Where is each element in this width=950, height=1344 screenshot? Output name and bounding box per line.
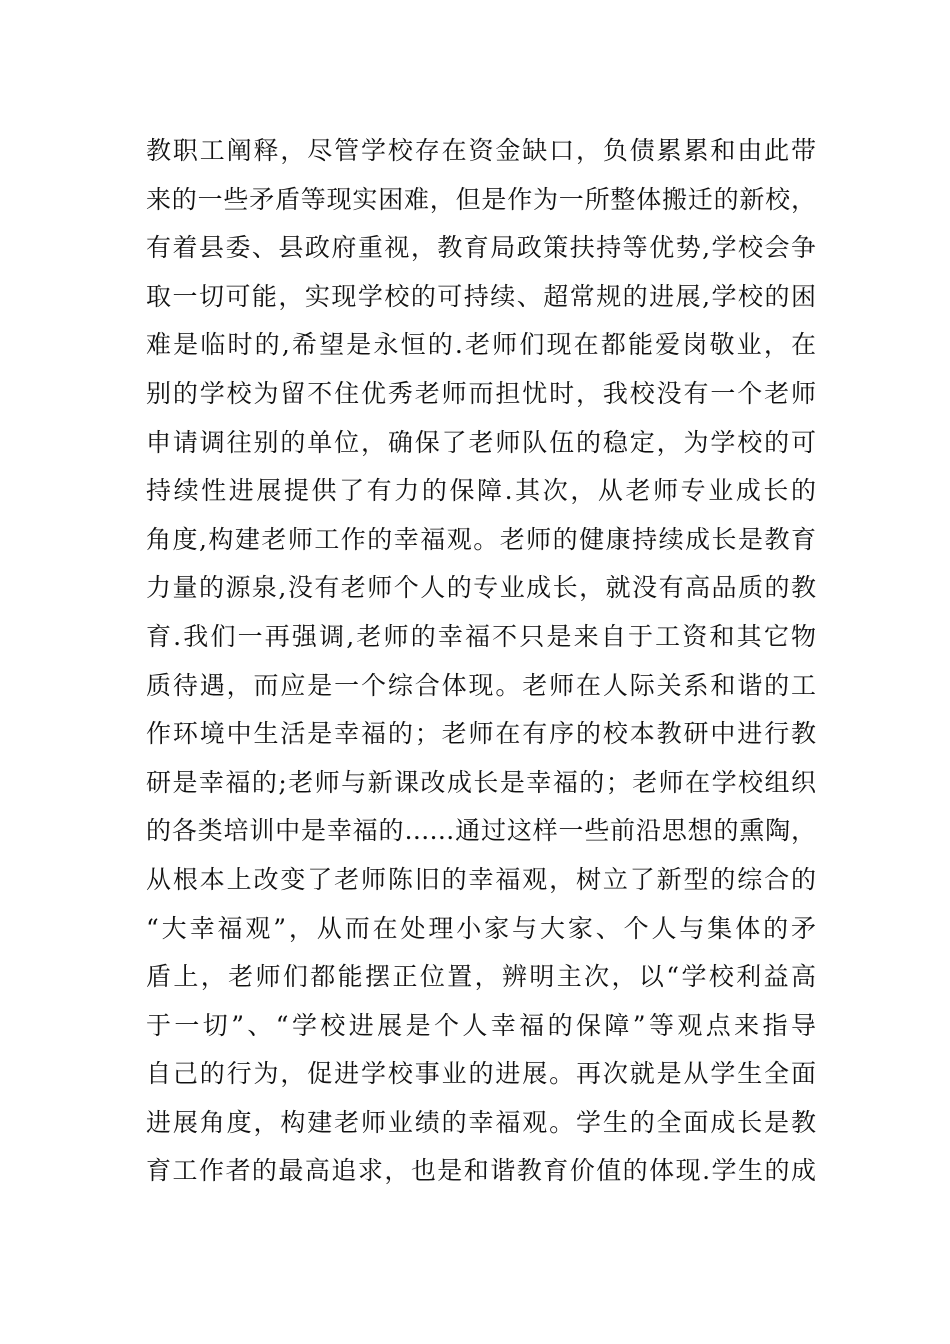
text-line: 持续性进展提供了有力的保障.其次，从老师专业成长的 <box>146 476 816 506</box>
text-line: 的各类培训中是幸福的……通过这样一些前沿思想的熏陶， <box>146 816 816 846</box>
text-line: 育工作者的最高追求，也是和谐教育价值的体现.学生的成 <box>146 1156 816 1186</box>
text-line: 申请调往别的单位，确保了老师队伍的稳定，为学校的可 <box>146 427 816 457</box>
text-line: 难是临时的,希望是永恒的.老师们现在都能爱岗敬业，在 <box>146 330 816 360</box>
text-line: 角度,构建老师工作的幸福观。老师的健康持续成长是教育 <box>146 524 816 554</box>
text-line: 研是幸福的;老师与新课改成长是幸福的；老师在学校组织 <box>146 767 816 797</box>
text-line: 自己的行为，促进学校事业的进展。再次就是从学生全面 <box>146 1059 816 1089</box>
text-line: 别的学校为留不住优秀老师而担忧时，我校没有一个老师 <box>146 378 816 408</box>
text-line: 盾上，老师们都能摆正位置，辨明主次，以“学校利益高 <box>146 962 816 992</box>
text-line: 教职工阐释，尽管学校存在资金缺口，负债累累和由此带 <box>146 136 816 165</box>
text-line: 质待遇，而应是一个综合体现。老师在人际关系和谐的工 <box>146 670 816 700</box>
body-text <box>146 127 816 1196</box>
text-line: 从根本上改变了老师陈旧的幸福观，树立了新型的综合的 <box>146 864 816 894</box>
text-line: 来的一些矛盾等现实困难，但是作为一所整体搬迁的新校， <box>146 184 816 214</box>
text-line: 力量的源泉,没有老师个人的专业成长，就没有高品质的教 <box>146 573 816 603</box>
text-line: 于一切”、“学校进展是个人幸福的保障”等观点来指导 <box>146 1010 816 1040</box>
text-line: 作环境中生活是幸福的；老师在有序的校本教研中进行教 <box>146 719 816 749</box>
text-line: 取一切可能，实现学校的可持续、超常规的进展,学校的困 <box>146 281 816 311</box>
text-line: 育.我们一再强调,老师的幸福不只是来自于工资和其它物 <box>146 621 816 651</box>
text-line: 进展角度，构建老师业绩的幸福观。学生的全面成长是教 <box>146 1107 816 1137</box>
text-line: 有着县委、县政府重视，教育局政策扶持等优势,学校会争 <box>146 233 816 263</box>
text-line: “大幸福观”，从而在处理小家与大家、个人与集体的矛 <box>146 913 816 943</box>
